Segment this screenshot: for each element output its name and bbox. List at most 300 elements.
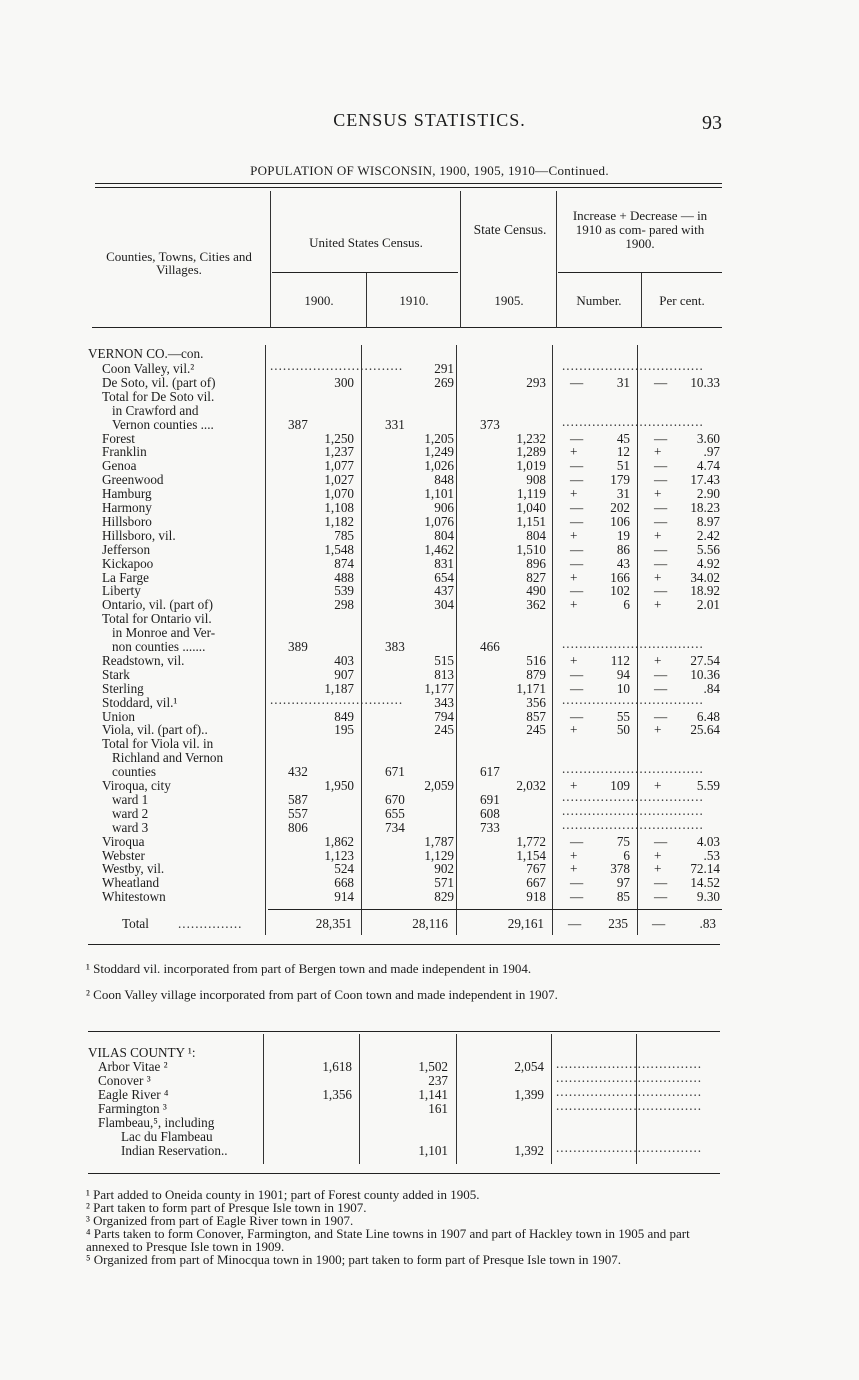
cell-percent-sign: + [654,597,662,613]
cell-1905: 896 [526,555,546,571]
cell-1910: 794 [434,708,454,724]
row-label: Conover ³ [98,1073,151,1088]
cell-1910: 1,129 [424,847,454,863]
row-label: Hillsboro, vil. [102,527,176,543]
cell-1905: 827 [526,569,546,585]
row-label: Arbor Vitae ² [98,1059,168,1074]
header-change: Increase + Decrease — in 1910 as com- pared with 1900. [572,208,708,251]
table-row [0,404,859,418]
cell-percent-sign: — [654,708,668,724]
cell-percent-sign: — [654,500,668,515]
cell-sign: + [570,527,578,543]
section-rule [88,944,720,945]
cell-percent: .53 [703,847,720,863]
cell-1910: 304 [434,597,454,613]
row-label: in Crawford and [112,402,199,418]
cell-1905: 908 [526,472,546,488]
cell-sign: — [570,500,584,515]
cell-sign: — [570,889,584,905]
cell-1910: 1,787 [424,833,454,849]
leader-dots: ................................. [562,802,704,818]
total-percent-sign: — [652,916,666,931]
column-divider [460,191,461,328]
cell-1910: 571 [434,875,454,891]
table-row [0,636,859,654]
cell-1910: 245 [434,722,454,738]
cell-sign: — [570,374,584,390]
column-divider [270,191,271,328]
cell-1910: 291 [434,361,454,376]
leader-dots: ................................. [562,691,704,707]
cell-1910: 670 [385,791,405,807]
cell-1905: 2,032 [516,778,546,793]
row-label: Hamburg [102,486,152,502]
leader-dots: ............................... [270,358,404,373]
cell-percent-sign: — [654,875,668,891]
row-label: Genoa [102,458,137,474]
row-label: ward 1 [112,791,149,807]
cell-1900: 432 [288,764,308,780]
cell-percent-sign: + [654,722,662,738]
table-row [0,571,859,585]
cell-1900: 1,237 [324,444,354,460]
cell-percent: 9.30 [696,889,720,905]
table-row [0,682,859,696]
cell-1910: 1,101 [418,1143,448,1158]
cell-1905: 1,289 [516,444,546,460]
table-row [0,1130,859,1144]
total-1900: 28,351 [315,916,352,931]
cell-1905: 617 [480,764,500,780]
table-row [0,1070,859,1088]
cell-1905: 356 [526,694,546,710]
cell-percent: 2.01 [696,597,720,613]
cell-percent-sign: + [654,486,662,502]
cell-sign: + [570,722,578,738]
leader-dots: ............................... [270,691,404,707]
cell-1910: 515 [434,652,454,668]
cell-percent-sign: + [654,527,662,543]
cell-1910: 1,076 [424,513,454,529]
cell-1900: 1,250 [324,430,354,446]
cell-1910: 1,141 [418,1087,448,1102]
cell-number: 31 [616,486,630,502]
header-number: Number. [576,293,622,308]
table-row [0,459,859,473]
table-row [0,487,859,501]
cell-1910: 437 [434,583,454,599]
table-row [0,1084,859,1102]
footnote: ¹ Stoddard vil. incorporated from part of Bergen town and made independent in 1904. [86,961,532,976]
cell-1910: 804 [434,527,454,543]
cell-1900: 785 [334,527,354,543]
cell-1905: 1,399 [514,1087,544,1102]
cell-percent-sign: — [654,555,668,571]
cell-percent: 14.52 [690,875,720,891]
leader-dots: ................................. [562,761,704,777]
table-row [0,737,859,751]
cell-percent: 10.36 [690,666,720,682]
cell-1910: 831 [434,555,454,571]
header-percent: Per cent. [659,293,705,308]
cell-percent-sign: — [654,458,668,474]
cell-1900: 914 [334,889,354,905]
table-row [0,584,859,598]
cell-percent-sign: — [654,513,668,529]
cell-sign: + [570,778,578,793]
cell-number: 179 [610,472,630,488]
row-label: Sterling [102,680,144,696]
cell-percent-sign: — [654,430,668,446]
cell-percent: .84 [703,680,720,696]
cell-1910: 654 [434,569,454,585]
cell-percent-sign: — [654,889,668,905]
cell-sign: + [570,652,578,668]
table-row [0,802,859,821]
total-1910: 28,116 [412,916,448,931]
cell-percent: 2.90 [696,486,720,502]
table-row [0,1098,859,1116]
cell-1905: 608 [480,805,500,821]
row-label: Jefferson [102,541,151,557]
cell-1910: 1,462 [424,541,454,557]
header-state-census: State Census. [473,222,547,237]
leader-dots: ................................. [562,636,704,651]
cell-sign: — [570,666,584,682]
cell-sign: — [570,430,584,446]
total-label: Total [122,916,149,931]
row-label: Webster [102,847,145,863]
row-label: Harmony [102,500,152,515]
footnote: ² Part taken to form part of Presque Isle town in 1907. [86,1200,367,1215]
cell-1910: 1,205 [424,430,454,446]
header-1910: 1910. [399,293,429,308]
cell-percent: 34.02 [690,569,720,585]
cell-1900: 298 [334,597,354,613]
table-row [0,751,859,765]
cell-1900: 195 [334,722,354,738]
cell-number: 55 [616,708,630,724]
column-divider [641,273,642,328]
leader-dots: ................................. [562,358,704,373]
cell-1900: 524 [334,861,354,877]
row-label: Total for Viola vil. in [102,736,214,752]
cell-number: 50 [616,722,630,738]
cell-percent-sign: — [654,472,668,488]
header-us-census: United States Census. [309,235,423,250]
cell-sign: — [570,472,584,488]
cell-1910: 734 [385,819,405,835]
header-subrule [558,272,722,273]
cell-1905: 1,772 [516,833,546,849]
leader-dots: .................................. [556,1084,703,1099]
cell-1910: 655 [385,805,405,821]
total-sign: — [568,916,582,931]
cell-number: 31 [616,374,630,390]
cell-percent: 18.92 [690,583,720,599]
cell-sign: — [570,875,584,891]
cell-1910: 671 [385,764,405,780]
cell-1900: 1,356 [322,1087,352,1102]
leader-dots: ................................. [562,816,704,832]
cell-percent: 4.74 [696,458,720,474]
table-row [0,529,859,543]
cell-1910: 1,026 [424,458,454,474]
cell-percent: 72.14 [690,861,720,877]
table-row [0,1056,859,1074]
table-row [0,788,859,807]
cell-percent-sign: — [654,666,668,682]
row-label: Farmington ³ [98,1101,167,1116]
cell-1910: 848 [434,472,454,488]
cell-1910: 1,101 [424,486,454,502]
row-label: Liberty [102,583,141,599]
table-row [0,543,859,557]
cell-sign: — [570,458,584,474]
table-row [0,835,859,849]
cell-1905: 1,151 [516,513,546,529]
row-label: Forest [102,430,135,446]
row-label: Kickapoo [102,555,154,571]
cell-1900: 587 [288,791,308,807]
cell-percent-sign: + [654,847,662,863]
cell-1900: 1,108 [324,500,354,515]
table-row [0,779,859,793]
cell-number: 6 [623,597,630,613]
leader-dots: .................................. [556,1140,703,1155]
cell-percent: 2.42 [696,527,720,543]
row-label: Viola, vil. (part of).. [102,722,208,738]
total-1905: 29,161 [507,916,544,931]
cell-1900: 1,862 [324,833,354,849]
cell-1900: 668 [334,875,354,891]
cell-1910: 161 [428,1101,448,1116]
footnote: ¹ Part added to Oneida county in 1901; part of Forest county added in 1905. [86,1187,480,1202]
cell-1900: 1,027 [324,472,354,488]
cell-1905: 1,510 [516,541,546,557]
total-row [0,917,859,931]
cell-sign: + [570,569,578,585]
table-row [0,1140,859,1158]
cell-number: 166 [610,569,630,585]
page-number: 93 [702,112,722,134]
cell-number: 43 [616,555,630,571]
row-label: ward 3 [112,819,149,835]
row-label: Greenwood [102,472,164,488]
row-label: Stoddard, vil.¹ [102,694,178,710]
cell-percent: 18.23 [690,500,720,515]
cell-percent: 27.54 [690,652,720,668]
cell-percent-sign: + [654,861,662,877]
table-subtitle: POPULATION OF WISCONSIN, 1900, 1905, 1910—Continued. [250,163,609,178]
row-label: in Monroe and Ver- [112,625,216,641]
column-divider [366,273,367,328]
cell-1905: 1,232 [516,430,546,446]
cell-number: 12 [616,444,630,460]
cell-1910: 269 [434,374,454,390]
table-row [0,515,859,529]
cell-percent: 5.59 [696,778,720,793]
cell-1905: 918 [526,889,546,905]
cell-1910: 902 [434,861,454,877]
row-label: Eagle River ⁴ [98,1087,169,1102]
table-row [0,1116,859,1130]
cell-1900: 557 [288,805,308,821]
cell-1905: 245 [526,722,546,738]
cell-percent: 4.03 [696,833,720,849]
cell-1900: 539 [334,583,354,599]
footnote: ⁵ Organized from part of Minocqua town in 1900; part taken to form part of Presque Isle town in 1907. [86,1252,622,1267]
vilas-heading: VILAS COUNTY ¹: [88,1045,196,1060]
cell-1900: 300 [334,374,354,390]
cell-1910: 383 [385,639,405,654]
cell-number: 109 [610,778,630,793]
table-row [0,723,859,737]
cell-1905: 362 [526,597,546,613]
row-label: Franklin [102,444,147,460]
cell-1905: 373 [480,416,500,432]
cell-1905: 466 [480,639,500,654]
table-row [0,816,859,835]
table-row [0,612,859,626]
page-title: CENSUS STATISTICS. [333,110,526,130]
row-label: Total for De Soto vil. [102,388,215,404]
cell-number: 378 [610,861,630,877]
footnote: ³ Organized from part of Eagle River town in 1907. [86,1213,354,1228]
table-row [0,691,859,710]
table-row [0,376,859,390]
section-heading [0,1046,859,1060]
cell-1905: 733 [480,819,500,835]
header-bottom-rule [92,327,722,328]
cell-percent-sign: + [654,652,662,668]
section-rule [88,1031,720,1032]
cell-1910: 906 [434,500,454,515]
cell-1910: 1,502 [418,1059,448,1074]
header-1905: 1905. [494,293,524,308]
table-row [0,501,859,515]
row-label: Viroqua, city [102,778,171,793]
row-label: counties [112,764,156,780]
cell-percent: 10.33 [690,374,720,390]
row-label: Coon Valley, vil.² [102,361,195,376]
cell-1910: 237 [428,1073,448,1088]
cell-1910: 813 [434,666,454,682]
row-label: Lac du Flambeau [121,1129,213,1144]
cell-1910: 1,249 [424,444,454,460]
leader-dots: .................................. [556,1070,703,1085]
row-label: Indian Reservation.. [121,1143,228,1158]
row-label: ward 2 [112,805,149,821]
row-label: De Soto, vil. (part of) [102,374,216,390]
cell-sign: + [570,444,578,460]
cell-percent: 3.60 [696,430,720,446]
cell-1900: 1,950 [324,778,354,793]
cell-percent-sign: — [654,541,668,557]
cell-1905: 2,054 [514,1059,544,1074]
cell-number: 202 [610,500,630,515]
row-label: Total for Ontario vil. [102,611,212,627]
cell-1900: 403 [334,652,354,668]
table-row [0,890,859,904]
cell-1905: 857 [526,708,546,724]
cell-1905: 691 [480,791,500,807]
row-label: Hillsboro [102,513,152,529]
row-label: Readstown, vil. [102,652,185,668]
cell-number: 45 [616,430,630,446]
table-row [0,668,859,682]
cell-number: 85 [616,889,630,905]
cell-sign: — [570,680,584,696]
cell-number: 86 [616,541,630,557]
row-label: Wheatland [102,875,160,891]
cell-1900: 389 [288,639,308,654]
table-row [0,473,859,487]
cell-1905: 804 [526,527,546,543]
cell-number: 112 [610,652,630,668]
cell-percent-sign: — [654,833,668,849]
cell-1900: 1,618 [322,1059,352,1074]
cell-percent: 4.92 [696,555,720,571]
cell-percent: 5.56 [696,541,720,557]
cell-sign: + [570,847,578,863]
cell-1910: 829 [434,889,454,905]
cell-1905: 1,154 [516,847,546,863]
leader-dots: .................................. [556,1098,703,1113]
cell-1905: 1,040 [516,500,546,515]
row-label: Richland and Vernon [112,750,224,766]
table-row [0,862,859,876]
cell-sign: — [570,513,584,529]
cell-1905: 293 [526,374,546,390]
cell-1900: 907 [334,666,354,682]
table-row [0,413,859,432]
header-1900: 1900. [304,293,334,308]
table-row [0,557,859,571]
table-row [0,432,859,446]
table-row [0,390,859,404]
cell-percent-sign: + [654,569,662,585]
cell-sign: — [570,555,584,571]
cell-percent: 8.97 [696,513,720,529]
cell-number: 51 [616,458,630,474]
cell-1905: 490 [526,583,546,599]
cell-1900: 387 [288,416,308,432]
row-label: Stark [102,666,130,682]
cell-percent: 17.43 [690,472,720,488]
section-rule [88,1173,720,1174]
leader-dots: ................................. [562,788,704,804]
cell-1900: 1,070 [324,486,354,502]
table-row [0,598,859,612]
cell-1910: 1,177 [424,680,454,696]
cell-number: 75 [616,833,630,849]
cell-number: 94 [616,666,630,682]
total-percent: .83 [699,916,716,931]
cell-1900: 1,182 [324,513,354,529]
row-label: Westby, vil. [102,861,165,877]
cell-percent: 25.64 [690,722,720,738]
table-row [0,445,859,459]
cell-1905: 667 [526,875,546,891]
header-counties: Counties, Towns, Cities and Villages. [106,249,252,277]
leader-dots: ................................. [562,413,704,429]
cell-sign: — [570,833,584,849]
table-row [0,849,859,863]
table-row [0,654,859,668]
cell-percent: .97 [703,444,720,460]
cell-1910: 343 [434,694,454,710]
